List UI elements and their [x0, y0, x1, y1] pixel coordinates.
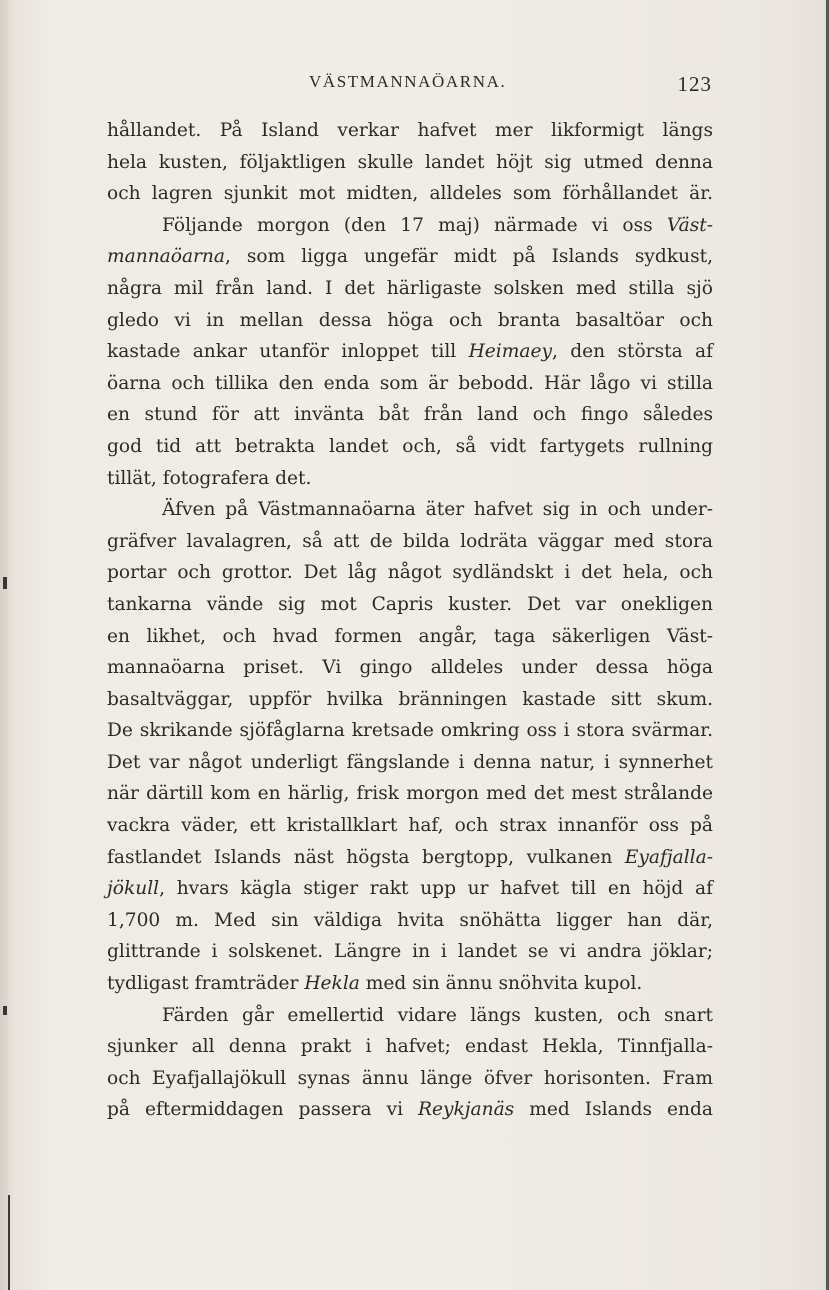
page-number: 123	[677, 72, 712, 96]
italic-term: Väst-	[666, 214, 713, 236]
text-segment: gledo vi in mellan dessa höga och branta basaltöar och	[107, 309, 713, 331]
text-segment: , hvars kägla stiger rakt upp ur hafvet till en höjd af	[159, 878, 713, 900]
text-segment: en likhet, och hvad formen angår, taga säkerligen Väst-	[107, 625, 713, 647]
text-segment: , den största af	[551, 341, 713, 363]
text-segment: vackra väder, ett kristallklart haf, och strax innanför oss på	[107, 815, 713, 837]
text-line	[107, 715, 713, 747]
text-line	[107, 147, 713, 179]
text-segment: på eftermiddagen passera vi	[107, 1099, 418, 1121]
italic-term: mannaöarna	[107, 246, 225, 268]
text-line	[107, 210, 713, 242]
text-segment: tillät, fotografera det.	[107, 467, 312, 489]
text-line	[107, 778, 713, 810]
margin-mark	[3, 1006, 7, 1015]
text-segment: tydligast framträder	[107, 973, 305, 995]
body-text	[107, 115, 713, 1126]
text-line	[107, 115, 713, 147]
text-line	[107, 873, 713, 905]
text-segment: hållandet. På Island verkar hafvet mer likformigt längs	[107, 120, 713, 141]
text-line	[107, 431, 713, 463]
italic-term: Hekla	[304, 973, 360, 995]
text-segment: gräfver lavalagren, så att de bilda lodräta väggar med stora	[107, 530, 713, 552]
text-segment: fastlandet Islands näst högsta bergtopp, vulkanen	[107, 846, 625, 868]
text-segment: glittrande i solskenet. Längre in i landet se vi andra jöklar;	[107, 941, 713, 963]
text-segment: kastade ankar utanför inloppet till	[107, 341, 469, 363]
text-segment: hela kusten, följaktligen skulle landet höjt sig utmed denna	[107, 151, 713, 173]
running-title: VÄSTMANNAÖARNA.	[309, 72, 507, 91]
text-line	[107, 463, 713, 495]
text-line	[107, 336, 713, 368]
text-segment: god tid att betrakta landet och, så vidt fartygets rullning	[107, 435, 713, 457]
text-line	[107, 1031, 713, 1063]
text-line	[107, 241, 713, 273]
text-line	[107, 589, 713, 621]
page-edge-line	[8, 1195, 10, 1290]
text-line	[107, 1063, 713, 1095]
text-line	[107, 684, 713, 716]
page-gutter-shadow	[0, 0, 14, 1290]
text-line	[107, 178, 713, 210]
italic-term: Eyafjalla-	[624, 846, 713, 868]
text-segment: när därtill kom en härlig, frisk morgon med det mest strålande	[107, 783, 713, 805]
text-line	[107, 1000, 713, 1032]
text-line	[107, 557, 713, 589]
text-line	[107, 747, 713, 779]
italic-term: jökull	[107, 878, 160, 900]
text-line	[107, 1094, 713, 1126]
text-segment: öarna och tillika den enda som är bebodd. Här lågo vi stilla	[107, 372, 713, 394]
text-line	[107, 968, 713, 1000]
text-segment: några mil från land. I det härligaste solsken med stilla sjö	[107, 277, 713, 299]
text-segment: med sin ännu snöhvita kupol.	[359, 973, 643, 995]
running-header	[106, 72, 712, 102]
text-segment: De skrikande sjöfåglarna kretsade omkring oss i stora svärmar.	[107, 720, 713, 742]
text-segment: basaltväggar, uppför hvilka bränningen kastade sitt skum.	[107, 688, 713, 710]
text-line	[107, 652, 713, 684]
text-line	[107, 905, 713, 937]
text-segment: Äfven på Västmannaöarna äter hafvet sig in och under-	[162, 499, 713, 521]
text-line	[107, 399, 713, 431]
text-line	[107, 842, 713, 874]
italic-term: Reykjanäs	[418, 1099, 515, 1121]
text-line	[107, 526, 713, 558]
text-line	[107, 368, 713, 400]
text-line	[107, 494, 713, 526]
italic-term: Heimaey	[468, 341, 552, 363]
text-segment: Det var något underligt fängslande i denna natur, i synnerhet	[107, 751, 713, 773]
text-segment: 1,700 m. Med sin väldiga hvita snöhätta ligger han där,	[107, 909, 713, 931]
text-segment: , som ligga ungefär midt på Islands sydkust,	[224, 246, 713, 268]
text-line	[107, 936, 713, 968]
text-segment: mannaöarna priset. Vi gingo alldeles under dessa höga	[107, 657, 713, 679]
text-segment: och lagren sjunkit mot midten, alldeles som förhållandet är.	[107, 183, 713, 205]
text-segment: portar och grottor. Det låg något sydländskt i det hela, och	[107, 562, 713, 584]
text-segment: Färden går emellertid vidare längs kusten, och snart	[162, 1004, 713, 1026]
text-segment: och Eyafjallajökull synas ännu länge öfver horisonten. Fram	[107, 1067, 713, 1089]
text-line	[107, 273, 713, 305]
text-line	[107, 621, 713, 653]
text-segment: tankarna vände sig mot Capris kuster. Det var onekligen	[107, 593, 713, 615]
text-line	[107, 305, 713, 337]
text-line	[107, 810, 713, 842]
margin-mark	[3, 577, 7, 589]
text-segment: med Islands enda	[514, 1099, 714, 1121]
text-segment: Följande morgon (den 17 maj) närmade vi oss	[162, 214, 667, 236]
text-segment: sjunker all denna prakt i hafvet; endast Hekla, Tinnfjalla-	[107, 1036, 713, 1058]
text-segment: en stund för att invänta båt från land och fingo således	[107, 404, 713, 426]
